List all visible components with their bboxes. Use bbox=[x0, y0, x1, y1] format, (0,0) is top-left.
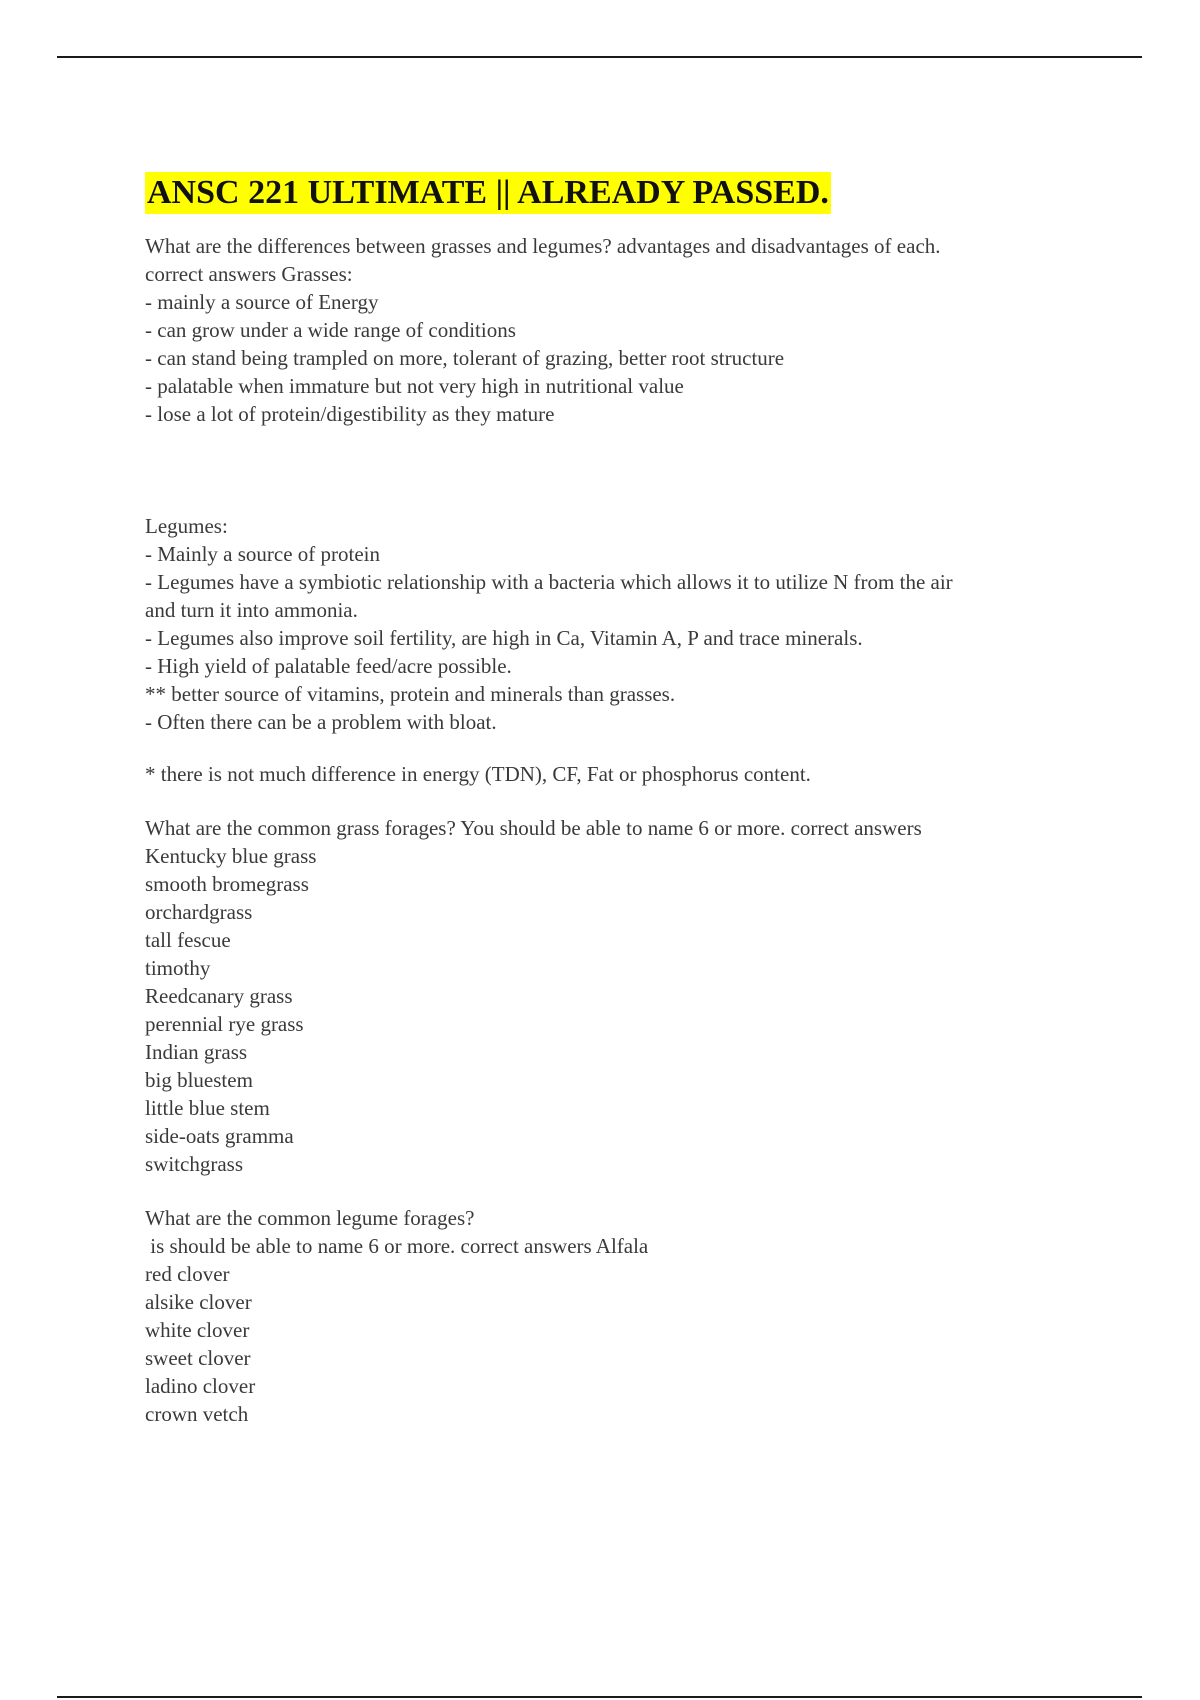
list-item: - Legumes also improve soil fertility, are high in Ca, Vitamin A, P and trace minerals. bbox=[145, 626, 863, 650]
list-item: - Legumes have a symbiotic relationship with a bacteria which allows it to utilize N from the air bbox=[145, 570, 953, 594]
list-item: smooth bromegrass bbox=[145, 872, 309, 896]
question-line: What are the common grass forages? You should be able to name 6 or more. correct answers bbox=[145, 816, 922, 840]
list-item: white clover bbox=[145, 1318, 250, 1342]
document-body bbox=[145, 172, 1105, 1428]
list-item: - can stand being trampled on more, tolerant of grazing, better root structure bbox=[145, 346, 785, 370]
question-line: What are the common legume forages? bbox=[145, 1206, 475, 1230]
list-item: timothy bbox=[145, 956, 211, 980]
list-item: ladino clover bbox=[145, 1374, 256, 1398]
list-item: Kentucky blue grass bbox=[145, 844, 317, 868]
grasses-section bbox=[145, 232, 1105, 428]
spacer bbox=[145, 428, 1105, 512]
list-item: and turn it into ammonia. bbox=[145, 598, 358, 622]
list-item: - High yield of palatable feed/acre possible. bbox=[145, 654, 512, 678]
list-item: - Mainly a source of protein bbox=[145, 542, 381, 566]
legumes-section bbox=[145, 512, 1105, 736]
document-title: ANSC 221 ULTIMATE || ALREADY PASSED. bbox=[145, 172, 831, 214]
header-rule bbox=[57, 56, 1142, 58]
answer-line: correct answers Grasses: bbox=[145, 262, 353, 286]
list-item: perennial rye grass bbox=[145, 1012, 304, 1036]
note-section bbox=[145, 760, 1105, 788]
list-item: alsike clover bbox=[145, 1290, 252, 1314]
list-item: big bluestem bbox=[145, 1068, 253, 1092]
list-item: little blue stem bbox=[145, 1096, 270, 1120]
question-line: What are the differences between grasses and legumes? advantages and disadvantages of each. bbox=[145, 234, 941, 258]
legume-forages-section bbox=[145, 1204, 1105, 1428]
note-line: * there is not much difference in energy (TDN), CF, Fat or phosphorus content. bbox=[145, 762, 811, 786]
list-item: - lose a lot of protein/digestibility as they mature bbox=[145, 402, 555, 426]
section-heading: Legumes: bbox=[145, 514, 228, 538]
list-item: tall fescue bbox=[145, 928, 231, 952]
spacer bbox=[145, 1178, 1105, 1204]
spacer bbox=[145, 788, 1105, 814]
footer-rule bbox=[57, 1696, 1142, 1698]
list-item: switchgrass bbox=[145, 1152, 243, 1176]
list-item: sweet clover bbox=[145, 1346, 251, 1370]
grass-forages-section bbox=[145, 814, 1105, 1178]
answer-line: is should be able to name 6 or more. correct answers Alfala bbox=[145, 1234, 649, 1258]
spacer bbox=[145, 736, 1105, 760]
list-item: - Often there can be a problem with bloat. bbox=[145, 710, 497, 734]
list-item: Indian grass bbox=[145, 1040, 248, 1064]
list-item: orchardgrass bbox=[145, 900, 253, 924]
list-item: - mainly a source of Energy bbox=[145, 290, 379, 314]
list-item: - palatable when immature but not very high in nutritional value bbox=[145, 374, 684, 398]
list-item: red clover bbox=[145, 1262, 230, 1286]
list-item: crown vetch bbox=[145, 1402, 249, 1426]
list-item: Reedcanary grass bbox=[145, 984, 293, 1008]
list-item: - can grow under a wide range of conditions bbox=[145, 318, 516, 342]
list-item: ** better source of vitamins, protein and minerals than grasses. bbox=[145, 682, 676, 706]
list-item: side-oats gramma bbox=[145, 1124, 294, 1148]
